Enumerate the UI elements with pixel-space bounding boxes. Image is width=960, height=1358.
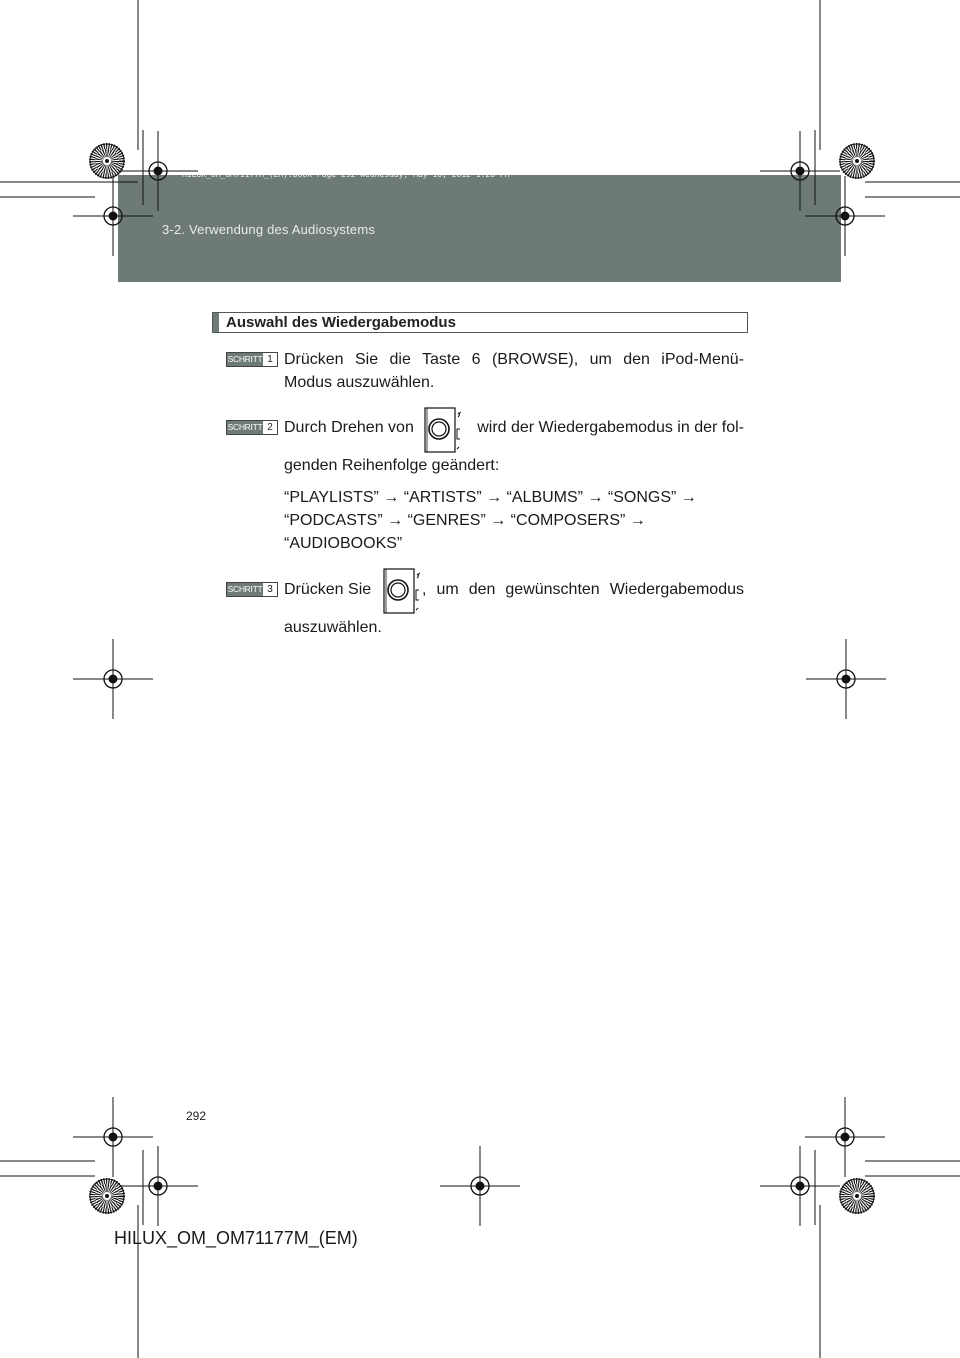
step-badge-3	[226, 582, 278, 597]
step-3-text-before-icon: Drücken Sie	[284, 581, 372, 598]
step-1-line-1: Drücken Sie die Taste 6 (BROWSE), um den iPod-Menü-	[284, 351, 744, 368]
step-label: SCHRITT	[227, 354, 263, 364]
step-3-line-2: auszuwählen.	[284, 619, 382, 636]
mode-sequence-line-3: “AUDIOBOOKS”	[284, 535, 403, 552]
step-number: 2	[267, 422, 273, 433]
mode-sequence-line-2: “PODCASTS” → “GENRES” → “COMPOSERS” →	[284, 512, 646, 529]
step-3-text-after-icon: , um den gewünschten Wiedergabemodus	[422, 581, 744, 598]
file-stamp: HILUX_OM_OM71177M_(EM).book Page 292 Wednesday, May 16, 2012 1:28 PM	[182, 170, 510, 179]
section-title: 3-2. Verwendung des Audiosystems	[162, 222, 376, 237]
mode-sequence-line-1: “PLAYLISTS” → “ARTISTS” → “ALBUMS” → “SONGS” →	[284, 489, 697, 506]
step-badge-2	[226, 420, 278, 435]
step-number: 1	[267, 354, 273, 365]
step-label: SCHRITT	[227, 584, 263, 594]
step-badge-1	[226, 352, 278, 367]
heading-accent-bar	[213, 313, 219, 332]
step-2-text-after-icon: wird der Wiedergabemodus in der fol-	[477, 419, 744, 436]
heading-text: Auswahl des Wiedergabemodus	[226, 314, 456, 331]
step-number: 3	[267, 584, 273, 595]
step-2-line-2: genden Reihenfolge geändert:	[284, 457, 500, 474]
tune-knob-icon	[383, 568, 423, 614]
tune-knob-icon	[424, 407, 464, 453]
step-1-line-2: Modus auszuwählen.	[284, 374, 435, 391]
page-number: 292	[186, 1109, 207, 1123]
section-heading	[212, 312, 748, 333]
document-code: HILUX_OM_OM71177M_(EM)	[114, 1228, 358, 1248]
step-2-text-before-icon: Durch Drehen von	[284, 419, 414, 436]
step-label: SCHRITT	[227, 422, 263, 432]
